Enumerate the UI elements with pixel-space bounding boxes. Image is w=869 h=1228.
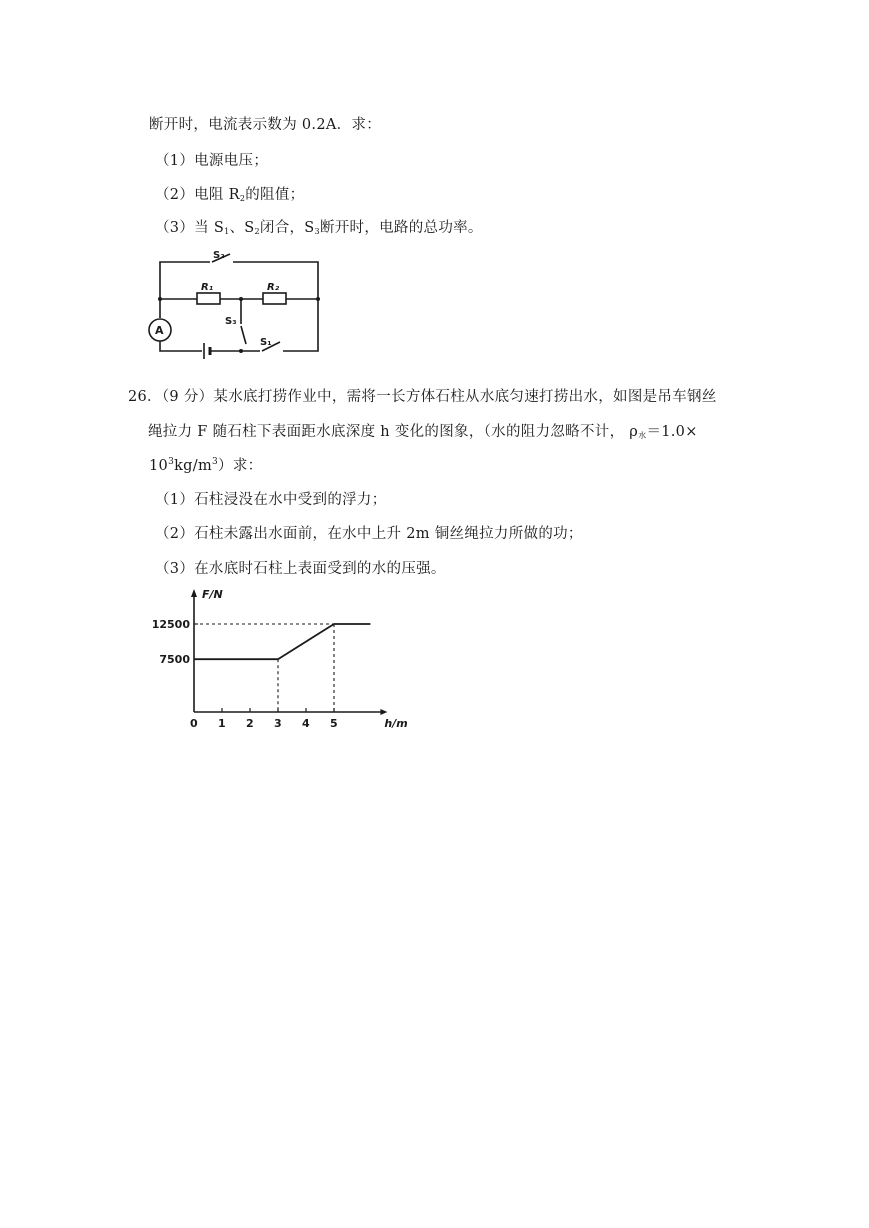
resistor-r1 — [197, 293, 220, 304]
switch-s3 — [241, 326, 246, 344]
q26-text-line-3: $10^3kg/m^3$）求： — [149, 457, 263, 474]
q25-item-2: （2）电阻 $R_2$的阻值； — [155, 187, 305, 203]
y-axis-label: F/N — [202, 588, 223, 601]
resistor-r2 — [263, 293, 286, 304]
x-tick-label-1: 1 — [218, 717, 226, 730]
q26-item-3: （3）在水底时石柱上表面受到的水的压强。 — [155, 561, 446, 577]
x-tick-label-0: 0 — [190, 717, 198, 730]
circuit-diagram — [140, 246, 330, 366]
x-axis-label: h/m — [384, 717, 408, 730]
y-tick-label-7500: 7500 — [159, 653, 190, 667]
q25-text-line: 断开时，电流表示数为 0.2A．求： — [149, 117, 382, 133]
label-s3: S₃ — [225, 316, 237, 327]
x-axis-arrow — [380, 709, 387, 715]
q25-item-3: （3）当 $S_1$、$S_2$闭合，$S_3$断开时，电路的总功率。 — [155, 220, 483, 236]
y-axis-arrow — [191, 589, 197, 597]
x-tick-label-2: 2 — [246, 717, 254, 730]
label-r1: R₁ — [201, 282, 214, 293]
x-tick-label-5: 5 — [330, 717, 338, 730]
label-s2: S₂ — [213, 250, 225, 261]
q26-item-1: （1）石柱浸没在水中受到的浮力； — [155, 492, 387, 508]
label-s1: S₁ — [260, 337, 272, 348]
q26-text-line-2: 绳拉力 F 随石柱下表面距水底深度 h 变化的图象，（水的阻力忽略不计， $\rho_水=1.0\times$ — [148, 424, 698, 440]
label-r2: R₂ — [267, 282, 280, 293]
x-tick-label-4: 4 — [302, 717, 310, 730]
q26-item-2: （2）石柱未露出水面前，在水中上升 2m 铜丝绳拉力所做的功； — [155, 526, 583, 542]
label-ammeter: A — [155, 324, 164, 337]
series-line — [194, 624, 370, 659]
y-tick-label-12500: 12500 — [151, 618, 190, 631]
x-tick-label-3: 3 — [274, 717, 282, 730]
q26-text-line-1: 26．（9 分）某水底打捞作业中，需将一长方体石柱从水底匀速打捞出水，如图是吊车钢丝 — [128, 389, 717, 405]
force-depth-chart — [140, 585, 408, 735]
q25-item-1: （1）电源电压； — [155, 153, 269, 169]
